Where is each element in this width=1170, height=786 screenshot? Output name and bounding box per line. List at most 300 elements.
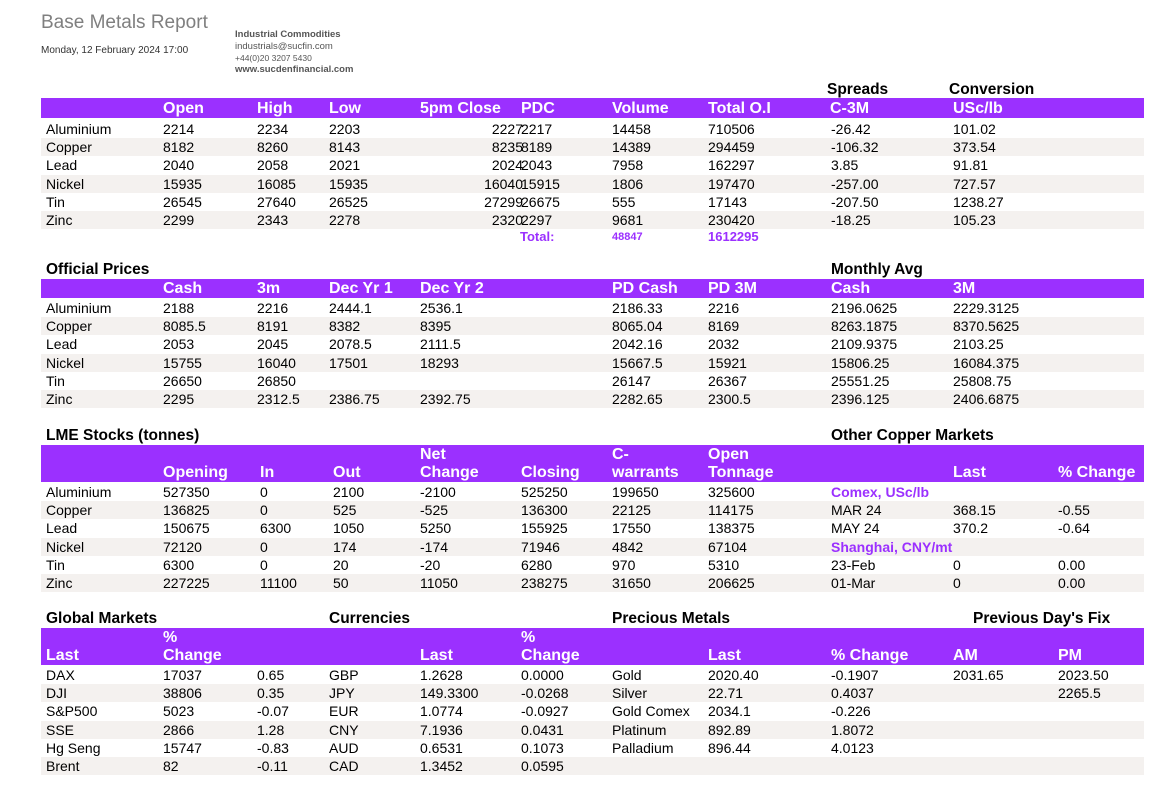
in-value: 0 [260, 502, 268, 519]
precious-last-value: 22.71 [708, 685, 744, 702]
avg-3m-value: 2229.3125 [953, 300, 1020, 316]
3m-value: 26850 [257, 372, 296, 389]
3m-value: 8191 [257, 318, 289, 335]
index-pct-value: 0.65 [257, 667, 285, 683]
official-row [41, 317, 1144, 335]
cwarrants-value: 22125 [612, 502, 651, 519]
global-row [41, 757, 1144, 775]
lme-row [41, 138, 1144, 156]
metal-name: Tin [46, 556, 65, 573]
currency-pct-value: -0.0927 [521, 703, 569, 720]
metal-name: Copper [46, 139, 92, 156]
avg-3m-value: 2406.6875 [953, 391, 1020, 407]
cwarrants-value: 31650 [612, 575, 651, 591]
precious-metal-name: Platinum [612, 721, 667, 738]
currency-pct-value: 0.1073 [521, 739, 564, 756]
other-copper-title: Other Copper Markets [831, 427, 994, 444]
col-fix-pm: PM [1058, 647, 1082, 664]
stocks-row [41, 538, 1144, 556]
col-cash: Cash [163, 280, 203, 297]
official-row [41, 299, 1144, 317]
dec-yr1-value: 17501 [329, 354, 368, 371]
global-row [41, 739, 1144, 757]
precious-metal-name: Gold [612, 667, 642, 683]
net-change-value: -2100 [420, 484, 456, 500]
metal-name: Zinc [46, 575, 73, 591]
website-link[interactable]: www.sucdenfinancial.com [235, 64, 354, 75]
open-value: 2299 [163, 212, 195, 228]
out-value: 50 [333, 575, 349, 591]
lme-stocks-title: LME Stocks (tonnes) [46, 427, 200, 444]
precious-metal-name: Palladium [612, 739, 674, 756]
pd-3m-value: 2216 [708, 300, 740, 316]
volume-value: 7958 [612, 157, 644, 174]
in-value: 0 [260, 484, 268, 500]
contract-label: 01-Mar [831, 575, 876, 591]
close-value: 2320 [491, 212, 523, 228]
avg-cash-value: 8263.1875 [831, 318, 898, 335]
pdc-value: 2297 [521, 212, 553, 228]
open-tonnage-value: 5310 [708, 556, 740, 573]
col-fix-am: AM [953, 647, 978, 664]
avg-3m-value: 8370.5625 [953, 318, 1020, 335]
low-value: 2278 [329, 212, 361, 228]
precious-last-value: 2034.1 [708, 703, 751, 720]
avg-3m-value: 16084.375 [953, 354, 1020, 371]
contract-label: MAR 24 [831, 502, 882, 519]
global-row [41, 721, 1144, 739]
cash-value: 8085.5 [163, 318, 206, 335]
spreads-label: Spreads [827, 81, 889, 98]
col-pd-cash: PD Cash [612, 280, 678, 297]
high-value: 2058 [257, 157, 289, 174]
c3m-value: -18.25 [831, 212, 871, 228]
metal-name: Tin [46, 372, 65, 389]
col-opening: Opening [163, 464, 228, 481]
report-date: Monday, 12 February 2024 17:00 [41, 45, 189, 56]
avg-cash-value: 2396.125 [831, 391, 890, 407]
c3m-value: 3.85 [831, 157, 859, 174]
lme-row [41, 120, 1144, 138]
contact-phone: +44(0)20 3207 5430 [235, 53, 312, 63]
currency-last-value: 1.0774 [420, 703, 463, 720]
lme-row [41, 175, 1144, 193]
precious-metal-name: Silver [612, 685, 648, 702]
cash-value: 2188 [163, 300, 195, 316]
index-last-value: 5023 [163, 703, 195, 720]
currency-pct-value: 0.0595 [521, 758, 564, 774]
dec-yr1-value: 2386.75 [329, 391, 380, 407]
open-tonnage-value: 138375 [708, 520, 755, 537]
3m-value: 2216 [257, 300, 289, 316]
dec-yr1-value: 2444.1 [329, 300, 372, 316]
high-value: 2343 [257, 212, 289, 228]
index-pct-value: -0.83 [257, 739, 289, 756]
total-oi: 1612295 [708, 229, 759, 244]
global-row [41, 684, 1144, 702]
low-value: 2203 [329, 121, 361, 137]
col-cur-pct-1: % [521, 629, 536, 646]
col-total-oi: Total O.I [708, 100, 771, 117]
col-avg-3m: 3M [953, 280, 976, 297]
avg-cash-value: 2196.0625 [831, 300, 898, 316]
currency-last-value: 7.1936 [420, 721, 463, 738]
usc-value: 91.81 [953, 157, 989, 174]
other-last-value: 370.2 [953, 520, 989, 537]
close-value: 2227 [491, 121, 523, 137]
col-cwarrants-1: C- [612, 446, 629, 463]
metal-name: Copper [46, 502, 92, 519]
currency-last-value: 1.2628 [420, 667, 463, 683]
col-pd-3m: PD 3M [708, 280, 757, 297]
fix-pm-value: 2023.50 [1058, 667, 1109, 683]
open-tonnage-value: 325600 [708, 484, 755, 500]
pdc-value: 26675 [521, 193, 560, 210]
usc-value: 1238.27 [953, 193, 1004, 210]
index-name: DJI [46, 685, 67, 702]
total-label: Total: [520, 229, 555, 244]
global-header-bar [41, 628, 1144, 665]
col-cur-pct-2: Change [521, 647, 580, 664]
other-last-value: 0 [953, 575, 961, 591]
col-dec-yr1: Dec Yr 1 [329, 280, 393, 297]
avg-3m-value: 25808.75 [953, 372, 1012, 389]
pd-3m-value: 8169 [708, 318, 740, 335]
high-value: 16085 [257, 175, 296, 192]
official-prices-title: Official Prices [46, 261, 150, 278]
net-change-value: 5250 [420, 520, 452, 537]
report-title: Base Metals Report [41, 12, 208, 33]
index-last-value: 2866 [163, 721, 195, 738]
out-value: 2100 [333, 484, 365, 500]
usc-value: 105.23 [953, 212, 996, 228]
total-volume: 48847 [612, 231, 643, 243]
metal-name: Aluminium [46, 484, 112, 500]
close-value: 2024 [491, 157, 523, 174]
official-row [41, 335, 1144, 353]
pdc-value: 15915 [521, 175, 560, 192]
global-markets-title: Global Markets [46, 610, 158, 627]
col-gm-last: Last [46, 647, 79, 664]
high-value: 2234 [257, 121, 289, 137]
other-pct-value: -0.64 [1058, 520, 1090, 537]
usc-value: 373.54 [953, 139, 996, 156]
low-value: 26525 [329, 193, 368, 210]
pd-3m-value: 2032 [708, 336, 740, 353]
pd-cash-value: 8065.04 [612, 318, 663, 335]
official-row [41, 354, 1144, 372]
precious-pct-value: 4.0123 [831, 739, 874, 756]
lme-header-bar [41, 98, 1144, 118]
precious-metals-title: Precious Metals [612, 610, 731, 627]
net-change-value: -20 [420, 556, 441, 573]
col-cwarrants-2: warrants [612, 464, 679, 481]
volume-value: 1806 [612, 175, 644, 192]
high-value: 27640 [257, 193, 296, 210]
index-last-value: 17037 [163, 667, 202, 683]
pdc-value: 2217 [521, 121, 553, 137]
open-tonnage-value: 67104 [708, 538, 747, 555]
currency-code: CNY [329, 721, 359, 738]
metal-name: Lead [46, 336, 78, 353]
out-value: 20 [333, 556, 349, 573]
currency-last-value: 1.3452 [420, 758, 463, 774]
fix-pm-value: 2265.5 [1058, 685, 1101, 702]
lme-row [41, 193, 1144, 211]
out-value: 1050 [333, 520, 365, 537]
other-pct-value: 0.00 [1058, 556, 1086, 573]
col-volume: Volume [612, 100, 669, 117]
closing-value: 525250 [521, 484, 568, 500]
opening-value: 227225 [163, 575, 210, 591]
col-c3m: C-3M [830, 100, 870, 117]
low-value: 2021 [329, 157, 361, 174]
currency-code: GBP [329, 667, 359, 683]
dec-yr2-value: 18293 [420, 354, 459, 371]
col-open-tonnage-1: Open [708, 446, 749, 463]
metal-name: Lead [46, 157, 78, 174]
metal-name: Zinc [46, 391, 73, 407]
col-out: Out [333, 464, 361, 481]
col-usc-lb: USc/lb [953, 100, 1003, 117]
open-value: 15935 [163, 175, 202, 192]
metal-name: Aluminium [46, 300, 112, 316]
cwarrants-value: 4842 [612, 538, 644, 555]
lme-row [41, 211, 1144, 229]
pd-3m-value: 26367 [708, 372, 747, 389]
cwarrants-value: 970 [612, 556, 636, 573]
pd-cash-value: 26147 [612, 372, 651, 389]
official-header-bar [41, 279, 1144, 298]
col-other-pct: % Change [1058, 464, 1136, 481]
stocks-header-bar [41, 445, 1144, 482]
pd-cash-value: 2282.65 [612, 391, 663, 407]
index-name: SSE [46, 721, 75, 738]
currency-code: CAD [329, 758, 359, 774]
metal-name: Nickel [46, 538, 85, 555]
col-low: Low [329, 100, 361, 117]
other-last-value: 0 [953, 556, 961, 573]
fix-am-value: 2031.65 [953, 667, 1004, 683]
other-last-value: 368.15 [953, 502, 996, 519]
closing-value: 155925 [521, 520, 568, 537]
market-group-label: Shanghai, CNY/mt [831, 538, 953, 555]
high-value: 8260 [257, 139, 289, 156]
col-5pm-close: 5pm Close [420, 100, 501, 117]
stocks-row [41, 483, 1144, 501]
3m-value: 2312.5 [257, 391, 300, 407]
opening-value: 6300 [163, 556, 195, 573]
currency-pct-value: 0.0000 [521, 667, 564, 683]
precious-last-value: 892.89 [708, 721, 751, 738]
metal-name: Nickel [46, 354, 85, 371]
index-last-value: 15747 [163, 739, 202, 756]
dec-yr2-value: 2392.75 [420, 391, 471, 407]
pd-cash-value: 15667.5 [612, 354, 663, 371]
other-pct-value: -0.55 [1058, 502, 1090, 519]
c3m-value: -257.00 [831, 175, 879, 192]
col-closing: Closing [521, 464, 580, 481]
usc-value: 727.57 [953, 175, 996, 192]
metal-name: Nickel [46, 175, 85, 192]
col-avg-cash: Cash [831, 280, 871, 297]
stocks-row [41, 501, 1144, 519]
col-pm-pct: % Change [831, 647, 909, 664]
prev-day-fix-title: Previous Day's Fix [973, 610, 1111, 627]
official-row [41, 390, 1144, 408]
volume-value: 14458 [612, 121, 651, 137]
currency-pct-value: -0.0268 [521, 685, 569, 702]
index-pct-value: 0.35 [257, 685, 285, 702]
company-name: Industrial Commodities [235, 29, 341, 40]
low-value: 15935 [329, 175, 368, 192]
dec-yr1-value: 2078.5 [329, 336, 372, 353]
close-value: 27299 [484, 193, 523, 210]
pd-3m-value: 2300.5 [708, 391, 751, 407]
index-pct-value: -0.11 [257, 758, 288, 774]
oi-value: 162297 [708, 157, 755, 174]
pd-cash-value: 2042.16 [612, 336, 663, 353]
3m-value: 2045 [257, 336, 289, 353]
col-net-2: Change [420, 464, 479, 481]
other-pct-value: 0.00 [1058, 575, 1086, 591]
close-value: 8235 [491, 139, 523, 156]
precious-pct-value: -0.1907 [831, 667, 879, 683]
col-cur-last: Last [420, 647, 453, 664]
index-last-value: 82 [163, 758, 179, 774]
monthly-avg-title: Monthly Avg [831, 261, 923, 278]
opening-value: 150675 [163, 520, 210, 537]
index-name: DAX [46, 667, 75, 683]
market-group-label: Comex, USc/lb [831, 484, 930, 500]
col-in: In [260, 464, 275, 481]
contact-email[interactable]: industrials@sucfin.com [235, 41, 333, 52]
currency-code: JPY [329, 685, 355, 702]
cash-value: 2053 [163, 336, 195, 353]
opening-value: 136825 [163, 502, 210, 519]
index-pct-value: 1.28 [257, 721, 285, 738]
net-change-value: 11050 [420, 575, 458, 591]
open-value: 26545 [163, 193, 202, 210]
currency-code: AUD [329, 739, 359, 756]
open-tonnage-value: 114175 [708, 502, 754, 519]
open-value: 8182 [163, 139, 195, 156]
pd-3m-value: 15921 [708, 354, 747, 371]
pdc-value: 2043 [521, 157, 553, 174]
col-net-1: Net [420, 446, 446, 463]
out-value: 525 [333, 502, 357, 519]
avg-3m-value: 2103.25 [953, 336, 1004, 353]
low-value: 8143 [329, 139, 361, 156]
precious-last-value: 896.44 [708, 739, 751, 756]
index-name: S&P500 [46, 703, 98, 720]
volume-value: 14389 [612, 139, 651, 156]
col-open: Open [163, 100, 204, 117]
c3m-value: -207.50 [831, 193, 879, 210]
in-value: 11100 [260, 575, 297, 591]
precious-pct-value: 0.4037 [831, 685, 874, 702]
stocks-row [41, 519, 1144, 537]
col-pm-last: Last [708, 647, 741, 664]
closing-value: 71946 [521, 538, 560, 555]
col-other-last: Last [953, 464, 986, 481]
precious-metal-name: Gold Comex [612, 703, 690, 720]
cash-value: 15755 [163, 354, 202, 371]
cwarrants-value: 199650 [612, 484, 659, 500]
pdc-value: 8189 [521, 139, 553, 156]
net-change-value: -174 [420, 538, 449, 555]
pd-cash-value: 2186.33 [612, 300, 663, 316]
currency-last-value: 0.6531 [420, 739, 463, 756]
open-tonnage-value: 206625 [708, 575, 755, 591]
in-value: 6300 [260, 520, 292, 537]
index-last-value: 38806 [163, 685, 202, 702]
col-gm-pct-1: % [163, 629, 178, 646]
global-row [41, 666, 1144, 684]
index-name: Brent [46, 758, 80, 774]
volume-value: 555 [612, 193, 636, 210]
3m-value: 16040 [257, 354, 296, 371]
cwarrants-value: 17550 [612, 520, 651, 537]
metal-name: Copper [46, 318, 92, 335]
col-high: High [257, 100, 293, 117]
dec-yr1-value: 8382 [329, 318, 361, 335]
contract-label: MAY 24 [831, 520, 880, 537]
stocks-row [41, 574, 1144, 592]
precious-pct-value: 1.8072 [831, 721, 874, 738]
oi-value: 710506 [708, 121, 755, 137]
metal-name: Aluminium [46, 121, 112, 137]
avg-cash-value: 15806.25 [831, 354, 890, 371]
currency-code: EUR [329, 703, 359, 720]
dec-yr2-value: 2536.1 [420, 300, 463, 316]
cash-value: 2295 [163, 391, 195, 407]
col-gm-pct-2: Change [163, 647, 222, 664]
precious-last-value: 2020.40 [708, 667, 759, 683]
c3m-value: -106.32 [831, 139, 879, 156]
avg-cash-value: 25551.25 [831, 372, 890, 389]
dec-yr2-value: 8395 [420, 318, 452, 335]
global-row [41, 702, 1144, 720]
metal-name: Lead [46, 520, 78, 537]
out-value: 174 [333, 538, 357, 555]
close-value: 16040 [484, 175, 523, 192]
usc-value: 101.02 [953, 121, 996, 137]
metal-name: Tin [46, 193, 65, 210]
cash-value: 26650 [163, 372, 202, 389]
contract-label: 23-Feb [831, 556, 876, 573]
stocks-row [41, 556, 1144, 574]
lme-row [41, 156, 1144, 174]
metal-name: Zinc [46, 212, 73, 228]
official-row [41, 372, 1144, 390]
open-value: 2040 [163, 157, 195, 174]
closing-value: 238275 [521, 575, 568, 591]
col-dec-yr2: Dec Yr 2 [420, 280, 484, 297]
conversion-label: Conversion [949, 81, 1035, 98]
currency-pct-value: 0.0431 [521, 721, 564, 738]
currency-last-value: 149.3300 [420, 685, 479, 702]
currencies-title: Currencies [329, 610, 410, 627]
col-pdc: PDC [521, 100, 555, 117]
c3m-value: -26.42 [831, 121, 871, 137]
oi-value: 230420 [708, 212, 755, 228]
closing-value: 6280 [521, 556, 553, 573]
dec-yr2-value: 2111.5 [420, 336, 461, 353]
volume-value: 9681 [612, 212, 644, 228]
oi-value: 197470 [708, 175, 755, 192]
net-change-value: -525 [420, 502, 449, 519]
